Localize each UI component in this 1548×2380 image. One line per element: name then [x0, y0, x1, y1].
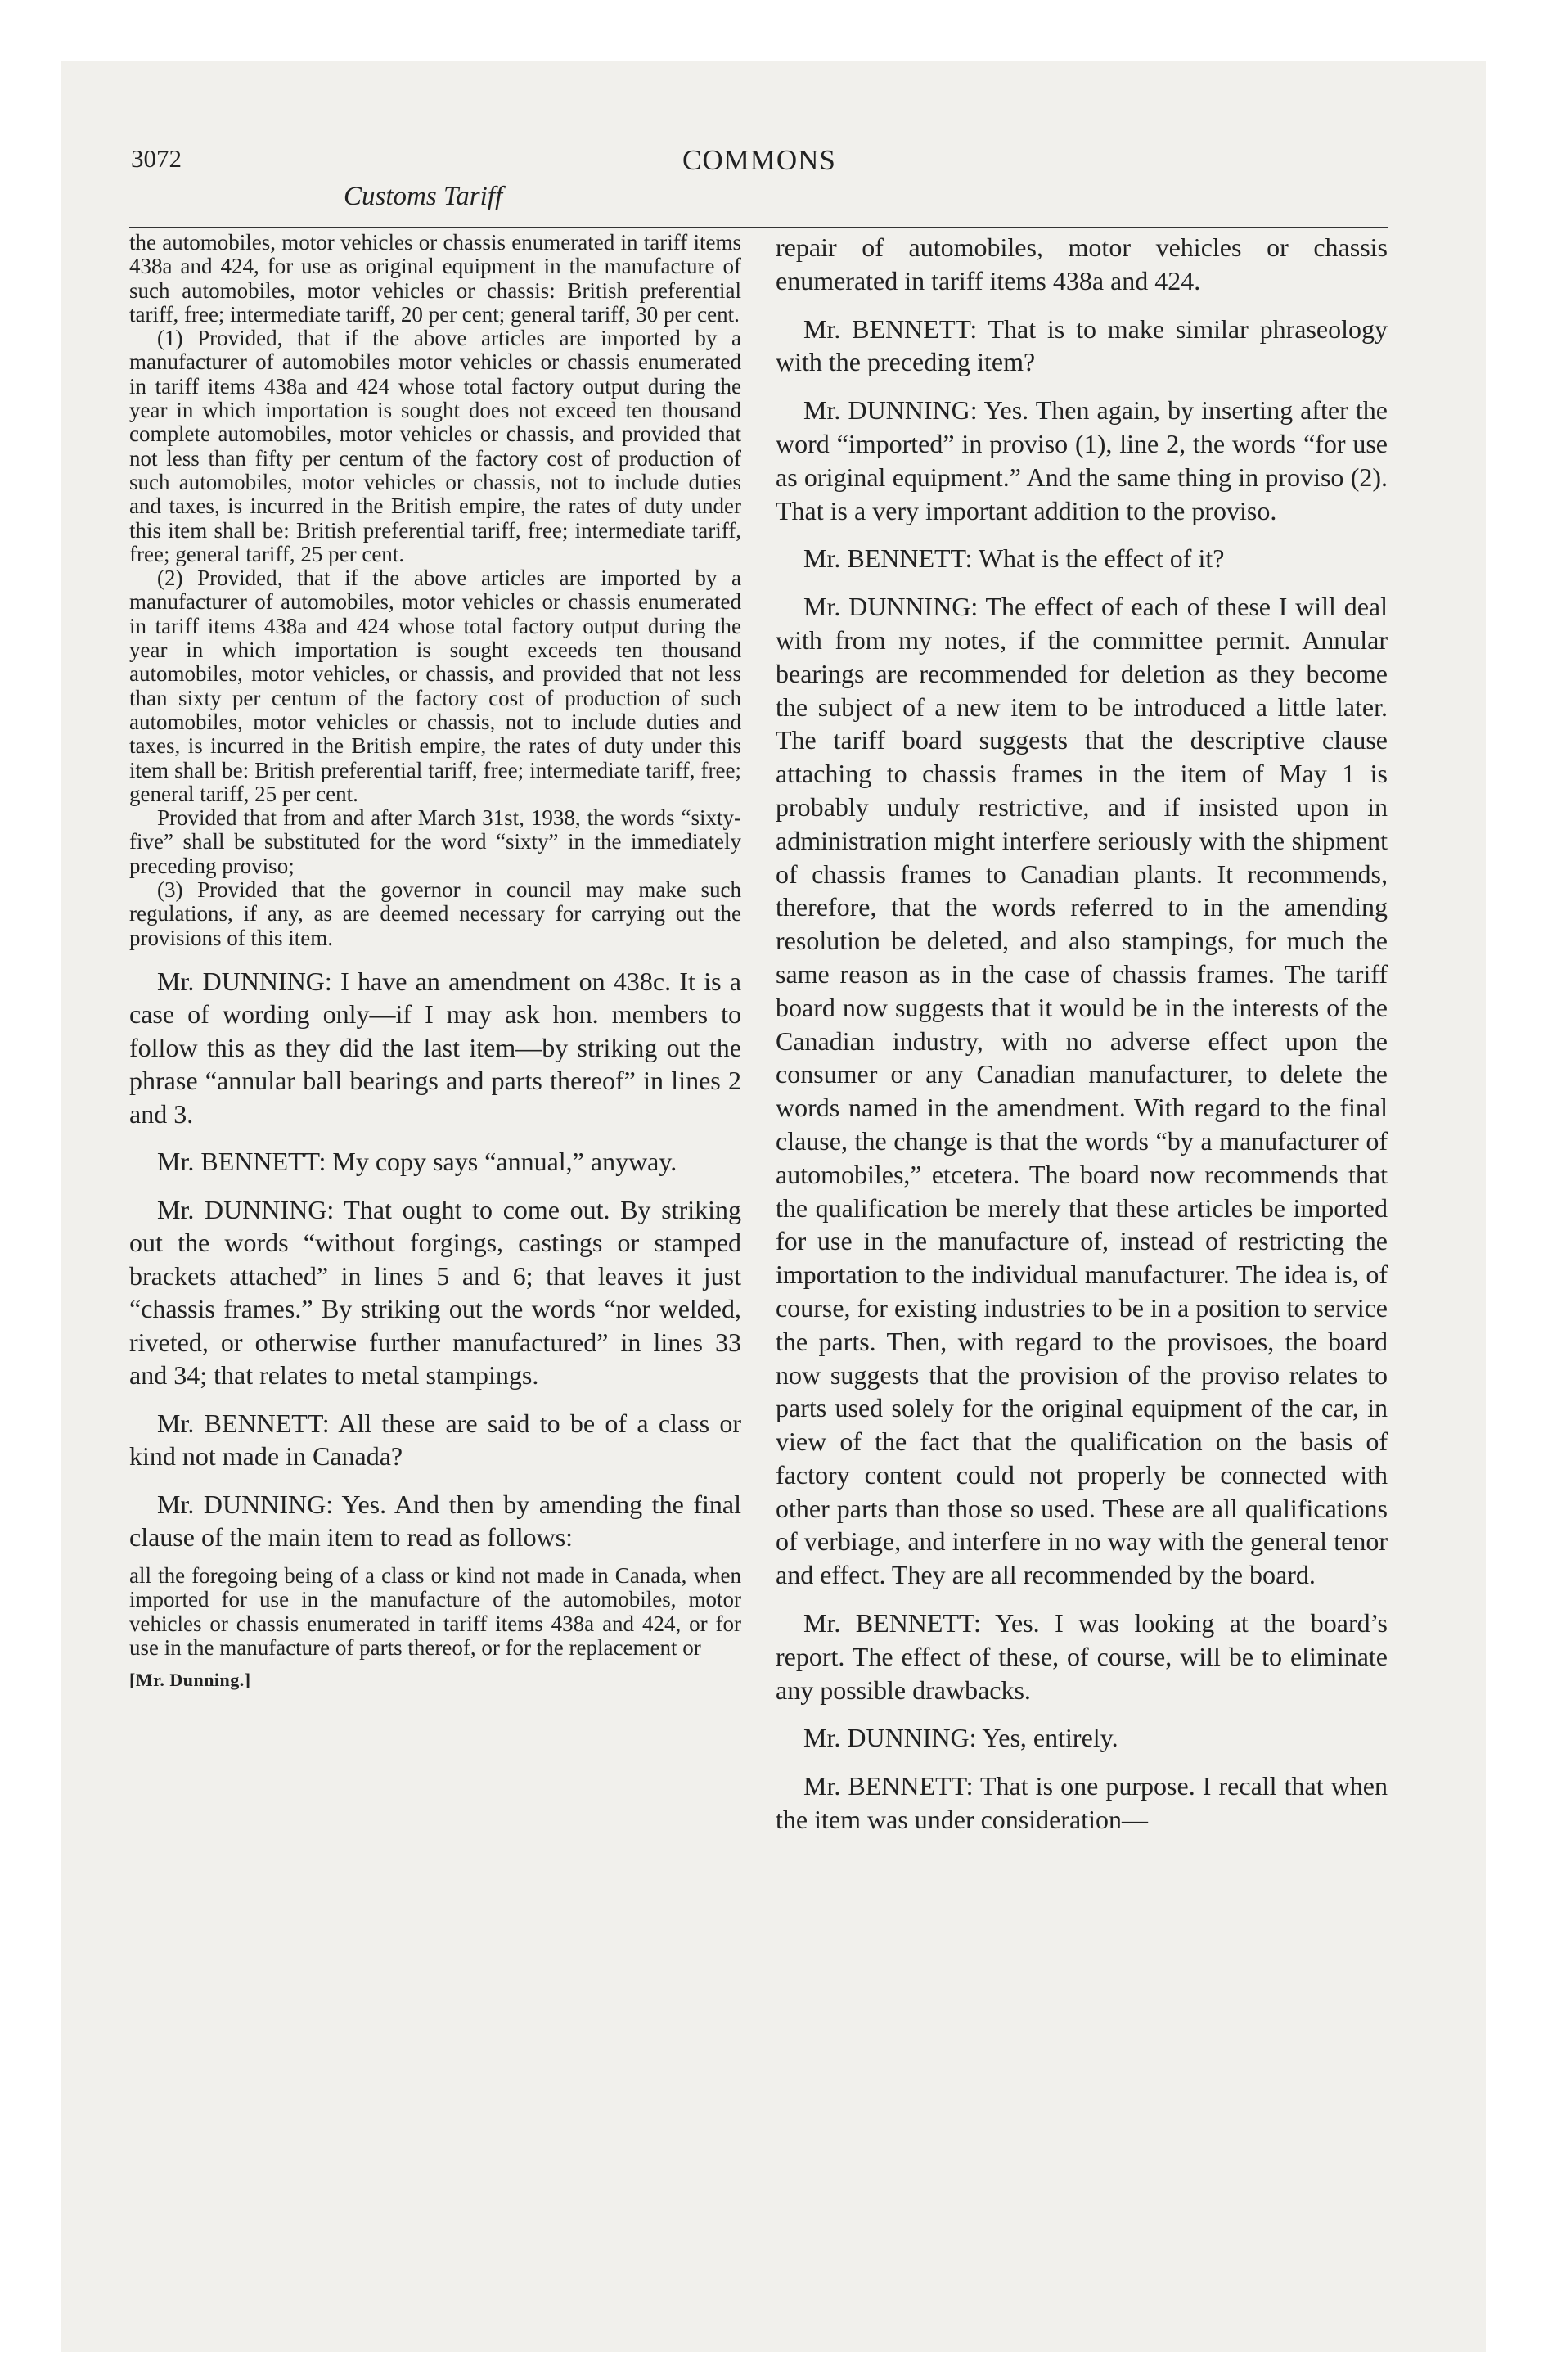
item-paragraph: Provided that from and after March 31st, 1938, the words “sixty-five” shall be substituted for the word “sixty” in the immediately preceding proviso;	[129, 805, 741, 878]
speech-paragraph: Mr. DUNNING: The effect of each of these I will deal with from my notes, if the committee permit. Annular bearings are recommended for deletion as they become the subject of a new item to be introduced a little later. The tariff board suggests that the descriptive clause attaching to chassis frames in the item of May 1 is probably unduly restrictive, and if insisted upon in administration might interfere seriously with the shipment of chassis frames to Canadian plants. It recommends, therefore, that the words referred to in the amending resolution be deleted, and also stampings, for much the same reason as in the case of chassis frames. The tariff board now suggests that it would be in the interests of the Canadian industry, with no adverse effect upon the consumer or any Canadian manufacturer, to delete the words named in the amendment. With regard to the final clause, the change is that the words “by a manufacturer of automobiles,” etcetera. The board now recommends that the qualification be merely that these articles be imported for use in the manufacture of, instead of restricting the importation to the individual manufacturer. The idea is, of course, for existing industries to be in a position to service the parts. Then, with regard to the provisoes, the board now suggests that the provision of the proviso relates to parts used solely for the original equipment of the car, in view of the fact that the qualification on the basis of factory content could not properly be connected with other parts than those so used. These are all qualifications of verbiage, and interfere in no way with the general tenor and effect. They are all recommended by the board.	[776, 592, 1388, 1590]
section-title: Customs Tariff	[344, 182, 503, 211]
item-paragraph: the automobiles, motor vehicles or chassis enumerated in tariff items 438a and 424, for use as original equipment in the manufacture of such automobiles, motor vehicles or chassis: British preferential tariff, free; intermediate tariff, 20 per cent; general tariff, 30 per cent.	[129, 230, 741, 327]
speech-paragraph: Mr. DUNNING: Yes, entirely.	[803, 1723, 1118, 1753]
page-header	[129, 144, 1388, 223]
right-column	[776, 231, 1388, 1837]
item-paragraph: (3) Provided that the governor in council may make such regulations, if any, as are deemed necessary for carrying out the provisions of this item.	[129, 877, 741, 950]
item-paragraph: (2) Provided, that if the above articles are imported by a manufacturer of automobiles, motor vehicles or chassis enumerated in tariff items 438a and 424 whose total factory output during the year in which importation is sought exceeds ten thousand automobiles, motor vehicles, or chassis, and provided that not less than sixty per centum of the factory cost of production of such automobiles, motor vehicles or chassis, not to include duties and taxes, is incurred in the British empire, the rates of duty under this item shall be: British preferential tariff, free; intermediate tariff, free; general tariff, 25 per cent.	[129, 566, 741, 806]
speech-paragraph: Mr. BENNETT: That is one purpose. I recall that when the item was under consideration—	[776, 1771, 1388, 1835]
speaker-attribution: [Mr. Dunning.]	[129, 1670, 251, 1691]
speech-paragraph: Mr. BENNETT: Yes. I was looking at the board’s report. The effect of these, of course, will be to eliminate any possible drawbacks.	[776, 1608, 1388, 1705]
amendment-quote: all the foregoing being of a class or kind not made in Canada, when imported for use in the manufacture of the automobiles, motor vehicles or chassis enumerated in tariff items 438a and 424, or for use in the manufacture of parts thereof, or for the replacement or	[129, 1562, 741, 1660]
speech-paragraph: Mr. BENNETT: My copy says “annual,” anyway.	[157, 1147, 677, 1177]
item-paragraph: (1) Provided, that if the above articles are imported by a manufacturer of automobiles motor vehicles or chassis enumerated in tariff items 438a and 424 whose total factory output during the year in which importation is sought does not exceed ten thousand complete automobiles, motor vehicles or chassis, and provided that not less than fifty per centum of the factory cost of production of such automobiles, motor vehicles or chassis, not to include duties and taxes, is incurred in the British empire, the rates of duty under this item shall be: British preferential tariff, free; intermediate tariff, free; general tariff, 25 per cent.	[129, 326, 741, 566]
page-number: 3072	[131, 144, 182, 173]
speech-paragraph: Mr. BENNETT: That is to make similar phraseology with the preceding item?	[776, 313, 1388, 377]
speech-paragraph: Mr. DUNNING: That ought to come out. By striking out the words “without forgings, castings or stamped brackets attached” in lines 5 and 6; that leaves it just “chassis frames.” By striking out the words “nor welded, riveted, or otherwise further manufactured” in lines 33 and 34; that relates to metal stampings.	[129, 1194, 741, 1391]
header-rule	[129, 227, 1388, 228]
speech-paragraph: repair of automobiles, motor vehicles or chassis enumerated in tariff items 438a and 424.	[776, 232, 1388, 295]
speech-paragraph: Mr. DUNNING: Yes. Then again, by inserting after the word “imported” in proviso (1), line 2, the words “for use as original equipment.” And the same thing in proviso (2). That is a very important addition to the proviso.	[776, 395, 1388, 525]
speech-paragraph: Mr. DUNNING: I have an amendment on 438c. It is a case of wording only—if I may ask hon. members to follow this as they did the last item—by striking out the phrase “annular ball bearings and parts thereof” in lines 2 and 3.	[129, 966, 741, 1129]
speech-paragraph: Mr. DUNNING: Yes. And then by amending the final clause of the main item to read as follows:	[129, 1489, 741, 1553]
running-head: COMMONS	[682, 144, 836, 176]
left-column	[129, 231, 741, 1691]
speech-paragraph: Mr. BENNETT: What is the effect of it?	[803, 543, 1225, 574]
speech-paragraph: Mr. BENNETT: All these are said to be of a class or kind not made in Canada?	[129, 1408, 741, 1472]
